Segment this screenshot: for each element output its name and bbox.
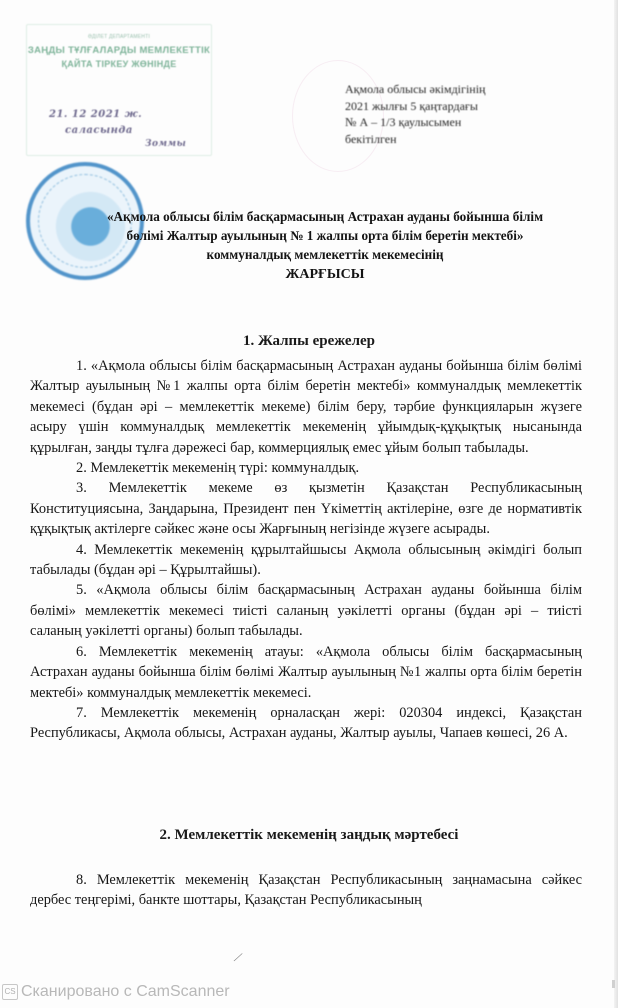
approval-line: 2021 жылғы 5 қаңтардағы	[345, 98, 478, 113]
document-title	[90, 207, 560, 284]
title-line: «Ақмола облысы білім басқармасының Астрахан ауданы бойынша білім	[106, 209, 544, 224]
approval-line: № А – 1/3 қаулысымен	[345, 115, 462, 129]
section-1-body	[30, 356, 582, 744]
stamp-line-1: ӘДІЛЕТ ДЕПАРТАМЕНТІ	[88, 34, 150, 40]
paragraph-8: 8. Мемлекеттік мекеменің Қазақстан Республикасының заңнамасына сәйкес дербес теңгерімі, банкте шоттары, Қазақстан Республикасының	[30, 872, 582, 909]
paragraph-5: 5. «Ақмола облысы білім басқармасының Астрахан ауданы бойынша білім бөлімі» мемлекеттік мекемесі тиісті саланың уәкілетті органы (бұдан әрі – тиісті саланың уәкілетті органы) болып табылады.	[30, 582, 582, 640]
pen-mark-icon: ⁄	[235, 950, 241, 966]
approval-line: бекітілген	[345, 131, 397, 146]
handwritten-signature: Зоммы	[145, 139, 187, 149]
stamp-line-3: ҚАЙТА ТІРКЕУ ЖӨНІНДЕ	[61, 59, 177, 69]
paragraph-3: 3. Мемлекеттік мекеме өз қызметін Қазақстан Республикасының Конституциясына, Заңдарына, Президент пен Үкіметтің актілеріне, өзге де нормативтік құқықтық актілерге сәйкес және осы Жарғының негізінде жүзеге асырады.	[30, 480, 582, 538]
section-heading-2: 2. Мемлекеттік мекеменің заңдық мәртебесі	[159, 827, 459, 843]
watermark-text: Сканировано с CamScanner	[21, 983, 230, 1000]
paragraph-1: 1. «Ақмола облысы білім басқармасының Астрахан ауданы бойынша білім бөлімі Жалтыр ауылының №1 жалпы орта білім беретін мектебі» коммуналдық мемлекеттік мекемесі (бұдан әрі – мемлекеттік мекеме) білім беру, тәрбие функцияларын жүзеге асыру үшін коммуналдық мемлекеттік мекеменің ұйымдық-құқықтық нысанында құрылған, заңды тұлға дәрежесі бар, коммерциялық емес ұйым болып табылады.	[30, 358, 582, 456]
title-line: коммуналдық мемлекеттік мекемесінің	[206, 247, 444, 262]
approval-line: Ақмола облысы әкімдігінің	[345, 82, 486, 96]
handwritten-date: 21. 12 2021 ж.	[49, 109, 143, 120]
registration-stamp	[26, 24, 212, 156]
section-2-body	[30, 870, 582, 911]
stamp-line-2: ЗАҢДЫ ТҰЛҒАЛАРДЫ МЕМЛЕКЕТТІК	[27, 45, 211, 56]
title-main: ЖАРҒЫСЫ	[285, 267, 365, 282]
page-edge-shadow	[614, 0, 618, 1008]
paragraph-7: 7. Мемлекеттік мекеменің орналасқан жері: 020304 индексі, Қазақстан Республикасы, Ақмола облысы, Астрахан ауданы, Жалтыр ауылы, Чапаев көшесі, 26 А.	[30, 704, 582, 742]
handwritten-note: саласында	[65, 125, 133, 136]
paragraph-6: 6. Мемлекеттік мекеменің атауы: «Ақмола облысы білім басқармасының Астрахан ауданы бойынша білім бөлімі Жалтыр ауылының №1 жалпы орта білім беретін мектебі» коммуналдық мемлекеттік мекемесі.	[30, 643, 582, 701]
paragraph-2: 2. Мемлекеттік мекеменің түрі: коммуналдық.	[76, 460, 360, 477]
camscanner-logo-icon: CS	[2, 984, 18, 1000]
title-line: бөлімі Жалтыр ауылының № 1 жалпы орта білім беретін мектебі»	[126, 228, 524, 243]
approval-block	[345, 81, 585, 147]
corner-mark	[612, 980, 615, 988]
section-heading-1: 1. Жалпы ережелер	[242, 333, 376, 349]
paragraph-4: 4. Мемлекеттік мекеменің құрылтайшысы Ақмола облысының әкімдігі болып табылады (бұдан әрі – Құрылтайшы).	[30, 541, 582, 579]
scanner-watermark	[2, 982, 230, 1002]
